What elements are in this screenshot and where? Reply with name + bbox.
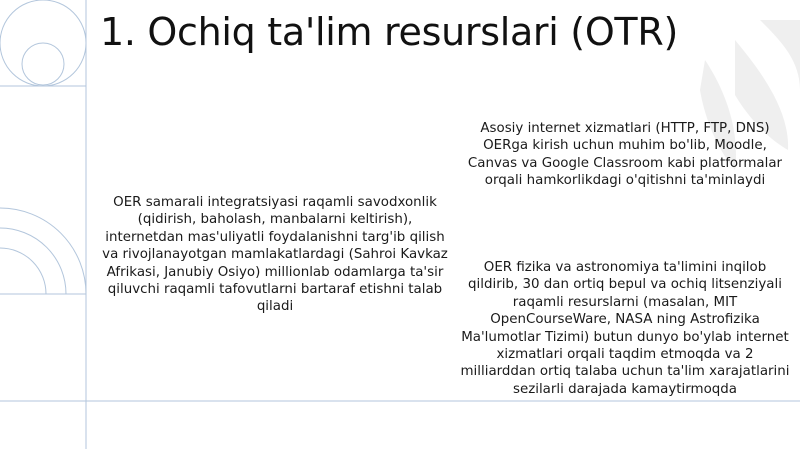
- decor-arc-inner: [0, 248, 46, 294]
- left-paragraph: OER samarali integratsiyasi raqamli savodxonlik (qidirish, baholash, manbalarni keltirish), internetdan mas'uliyatli foydalanishni targ'ib qilish va rivojlanayotgan mamlakatlardagi (Sahroi Kavkaz Afrikasi, Janubiy Osiyo) millionlab odamlarga ta'sir qiluvchi raqamli tafovutlarni bartaraf etishni talab qiladi: [102, 195, 448, 315]
- decor-arc-middle: [0, 228, 66, 294]
- decor-arc-outer: [0, 208, 86, 294]
- slide-title: 1. Ochiq ta'lim resurslari (OTR): [100, 10, 678, 54]
- decor-circle-small: [22, 43, 64, 85]
- right-top-paragraph: Asosiy internet xizmatlari (HTTP, FTP, DNS) OERga kirish uchun muhim bo'lib, Moodle, Canvas va Google Classroom kabi platformalar orqali hamkorlikdagi o'qitishni ta'minlaydi: [467, 121, 783, 189]
- right-bottom-paragraph: OER fizika va astronomiya ta'limini inqilob qildirib, 30 dan ortiq bepul va ochiq litsenziyali raqamli resurslarni (masalan, MIT OpenCourseWare, NASA ning Astrofizika Ma'lumotlar Tizimi) butun dunyo bo'ylab internet xizmatlari orqali taqdim etmoqda va 2 milliarddan ortiq talaba uchun ta'lim xarajatlarini sezilarli darajada kamaytirmoqda: [460, 260, 790, 397]
